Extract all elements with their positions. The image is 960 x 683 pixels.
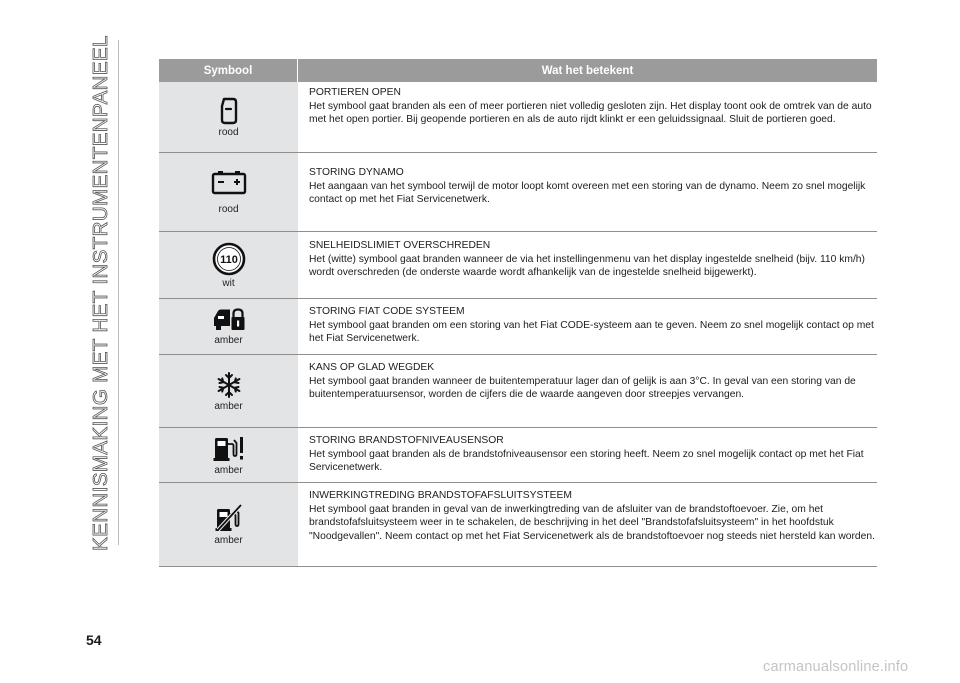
color-label: amber bbox=[214, 335, 243, 346]
battery-icon bbox=[211, 170, 247, 196]
side-divider bbox=[118, 40, 119, 545]
meaning-cell bbox=[298, 355, 877, 427]
row-title: STORING FIAT CODE SYSTEEM bbox=[309, 306, 465, 317]
symbol-cell bbox=[159, 428, 298, 482]
row-title: PORTIEREN OPEN bbox=[309, 87, 401, 98]
row-description: Het aangaan van het symbool terwijl de motor loopt komt overeen met een storing van de dynamo. Neem zo snel mogelijk contact op met het Fiat Servicenetwerk. bbox=[309, 180, 866, 206]
symbol-cell bbox=[159, 82, 298, 152]
header-symbol: Symbool bbox=[159, 59, 298, 82]
header-meaning: Wat het betekent bbox=[541, 64, 634, 77]
meaning-cell bbox=[298, 82, 877, 152]
row-title: STORING DYNAMO bbox=[309, 167, 404, 178]
table-row bbox=[159, 428, 877, 483]
symbol-cell bbox=[159, 355, 298, 427]
fuel-cap-icon bbox=[214, 503, 244, 533]
meaning-cell bbox=[298, 428, 877, 482]
svg-text:110: 110 bbox=[219, 253, 238, 266]
table-row bbox=[159, 153, 877, 232]
watermark: carmanualsonline.info bbox=[763, 659, 909, 675]
symbol-cell bbox=[159, 299, 298, 354]
color-label: amber bbox=[214, 464, 243, 476]
chapter-side-title: KENNISMAKING MET HET INSTRUMENTENPANEEL bbox=[89, 34, 112, 551]
door-open-icon bbox=[217, 97, 241, 125]
table-row bbox=[159, 355, 877, 428]
symbol-cell bbox=[159, 232, 298, 298]
row-title: STORING BRANDSTOFNIVEAUSENSOR bbox=[309, 435, 504, 446]
meaning-cell bbox=[298, 483, 877, 566]
snowflake-icon bbox=[215, 371, 243, 399]
row-description: Het symbool gaat branden als de brandstofniveausensor een storing heeft. Neem zo snel mogelijk contact op met het Fiat Servicenetwerk. bbox=[309, 448, 864, 474]
color-label: amber bbox=[214, 400, 243, 412]
page-number: 54 bbox=[86, 632, 102, 648]
symbol-cell bbox=[159, 483, 298, 566]
row-description: Het symbool gaat branden als een of meer portieren niet volledig gesloten zijn. Het display toont ook de omtrek van de auto met het open portier. Bij geopende portieren en als de auto rijdt klinkt er een geluidssignaal. Sluit de portieren goed. bbox=[309, 100, 872, 126]
speed-limit-icon bbox=[212, 242, 246, 276]
warning-lights-table bbox=[159, 59, 877, 567]
row-description: Het (witte) symbool gaat branden wanneer de via het instellingenmenu van het display ingestelde snelheid (bijv. 110 km/h) wordt overschreden (de onderste waarde wordt afhankelijk van de ingestelde snelheid bijgewerkt). bbox=[309, 253, 865, 279]
meaning-cell bbox=[298, 153, 877, 231]
color-label: amber bbox=[214, 535, 243, 546]
table-header bbox=[159, 59, 877, 82]
table-row bbox=[159, 299, 877, 355]
table-row bbox=[159, 483, 877, 567]
table-row bbox=[159, 82, 877, 153]
fuel-warning-icon bbox=[212, 435, 246, 463]
row-description: Het symbool gaat branden wanneer de buitentemperatuur lager dan of gelijk is aan 3°C. In geval van een storing van de buitentemperatuursensor, worden de cijfers die de waarde aangeven door streepjes vervangen. bbox=[309, 375, 856, 401]
color-label: rood bbox=[218, 126, 239, 138]
symbol-cell bbox=[159, 153, 298, 231]
row-title: SNELHEIDSLIMIET OVERSCHREDEN bbox=[309, 240, 491, 251]
row-description: Het symbool gaat branden om een storing van het Fiat CODE-systeem aan te geven. Neem zo snel mogelijk contact op met het Fiat Servicenetwerk. bbox=[309, 319, 874, 345]
color-label: rood bbox=[218, 203, 239, 215]
meaning-cell bbox=[298, 299, 877, 354]
color-label: wit bbox=[222, 277, 235, 289]
meaning-cell bbox=[298, 232, 877, 298]
car-lock-icon bbox=[211, 307, 247, 333]
row-description: Het symbool gaat branden in geval van de inwerkingtreding van de afsluiter van de brandstoftoevoer. Zie, om het brandstofafsluitsysteem weer in te schakelen, de beschrijving in het deel "Brandstofafsluitsysteem" in het hoofdstuk "Noodgevallen". Neem contact op met het Fiat Servicenetwerk als de brandstoftoevoer nog steeds niet hersteld kan worden. bbox=[309, 503, 875, 542]
table-row bbox=[159, 232, 877, 299]
row-title: KANS OP GLAD WEGDEK bbox=[309, 362, 435, 373]
row-title: INWERKINGTREDING BRANDSTOFAFSLUITSYSTEEM bbox=[309, 490, 572, 501]
